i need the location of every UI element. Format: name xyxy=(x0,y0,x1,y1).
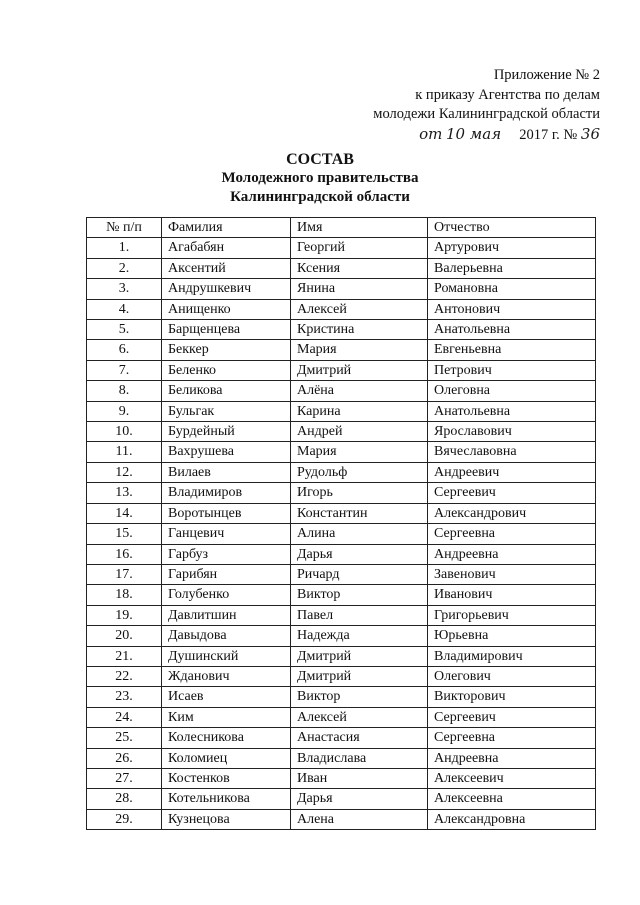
surname-cell: Голубенко xyxy=(162,585,291,605)
name-cell: Владислава xyxy=(291,748,428,768)
table-row xyxy=(87,809,596,829)
surname-cell: Коломиец xyxy=(162,748,291,768)
name-cell: Мария xyxy=(291,442,428,462)
table-row xyxy=(87,789,596,809)
name-cell: Кристина xyxy=(291,320,428,340)
surname-cell: Анищенко xyxy=(162,299,291,319)
surname-cell: Ганцевич xyxy=(162,524,291,544)
table-row xyxy=(87,401,596,421)
name-cell: Андрей xyxy=(291,422,428,442)
surname-cell: Ким xyxy=(162,707,291,727)
name-cell: Дмитрий xyxy=(291,360,428,380)
surname-cell: Давлитшин xyxy=(162,605,291,625)
surname-cell: Исаев xyxy=(162,687,291,707)
table-row xyxy=(87,666,596,686)
row-number: 24. xyxy=(87,707,162,727)
table-row xyxy=(87,707,596,727)
table-row xyxy=(87,422,596,442)
table-row xyxy=(87,483,596,503)
name-cell: Янина xyxy=(291,279,428,299)
members-table xyxy=(86,217,596,830)
name-cell: Георгий xyxy=(291,238,428,258)
patronymic-cell: Иванович xyxy=(428,585,596,605)
name-cell: Дарья xyxy=(291,544,428,564)
row-number: 14. xyxy=(87,503,162,523)
patronymic-cell: Александрович xyxy=(428,503,596,523)
row-number: 17. xyxy=(87,564,162,584)
header-patronymic: Отчество xyxy=(428,218,596,238)
table-row xyxy=(87,626,596,646)
table-row xyxy=(87,299,596,319)
patronymic-cell: Андреевна xyxy=(428,544,596,564)
row-number: 3. xyxy=(87,279,162,299)
title-line-1: СОСТАВ xyxy=(286,151,354,168)
row-number: 23. xyxy=(87,687,162,707)
row-number: 16. xyxy=(87,544,162,564)
surname-cell: Костенков xyxy=(162,768,291,788)
name-cell: Ричард xyxy=(291,564,428,584)
name-cell: Дмитрий xyxy=(291,646,428,666)
patronymic-cell: Андреевич xyxy=(428,462,596,482)
document-title xyxy=(0,150,640,207)
patronymic-cell: Владимирович xyxy=(428,646,596,666)
name-cell: Надежда xyxy=(291,626,428,646)
surname-cell: Кузнецова xyxy=(162,809,291,829)
table-row xyxy=(87,544,596,564)
surname-cell: Андрушкевич xyxy=(162,279,291,299)
patronymic-cell: Анатольевна xyxy=(428,320,596,340)
name-cell: Дмитрий xyxy=(291,666,428,686)
row-number: 18. xyxy=(87,585,162,605)
name-cell: Алина xyxy=(291,524,428,544)
table-row xyxy=(87,646,596,666)
name-cell: Алена xyxy=(291,809,428,829)
header-name: Имя xyxy=(291,218,428,238)
appendix-order-ref: к приказу Агентства по делам xyxy=(415,86,600,103)
surname-cell: Гарибян xyxy=(162,564,291,584)
row-number: 5. xyxy=(87,320,162,340)
surname-cell: Бульгак xyxy=(162,401,291,421)
name-cell: Алексей xyxy=(291,707,428,727)
surname-cell: Давыдова xyxy=(162,626,291,646)
patronymic-cell: Романовна xyxy=(428,279,596,299)
table-row xyxy=(87,360,596,380)
row-number: 21. xyxy=(87,646,162,666)
row-number: 27. xyxy=(87,768,162,788)
patronymic-cell: Сергеевна xyxy=(428,728,596,748)
table-row xyxy=(87,238,596,258)
table-row xyxy=(87,585,596,605)
table-row xyxy=(87,258,596,278)
surname-cell: Владимиров xyxy=(162,483,291,503)
table-row xyxy=(87,728,596,748)
name-cell: Ксения xyxy=(291,258,428,278)
row-number: 13. xyxy=(87,483,162,503)
patronymic-cell: Артурович xyxy=(428,238,596,258)
patronymic-cell: Алексеевна xyxy=(428,789,596,809)
handwritten-date-prefix: от xyxy=(419,124,443,143)
row-number: 28. xyxy=(87,789,162,809)
name-cell: Игорь xyxy=(291,483,428,503)
patronymic-cell: Ярославович xyxy=(428,422,596,442)
table-row xyxy=(87,381,596,401)
table-row xyxy=(87,748,596,768)
table-row xyxy=(87,687,596,707)
surname-cell: Агабабян xyxy=(162,238,291,258)
surname-cell: Бурдейный xyxy=(162,422,291,442)
name-cell: Виктор xyxy=(291,687,428,707)
name-cell: Павел xyxy=(291,605,428,625)
table-row xyxy=(87,605,596,625)
patronymic-cell: Петрович xyxy=(428,360,596,380)
row-number: 11. xyxy=(87,442,162,462)
patronymic-cell: Алексеевич xyxy=(428,768,596,788)
surname-cell: Колесникова xyxy=(162,728,291,748)
row-number: 26. xyxy=(87,748,162,768)
handwritten-date: 10 мая xyxy=(445,124,502,143)
appendix-agency: молодежи Калининградской области xyxy=(373,106,600,122)
table-row xyxy=(87,442,596,462)
row-number: 20. xyxy=(87,626,162,646)
table-row xyxy=(87,340,596,360)
row-number: 22. xyxy=(87,666,162,686)
table-header-row xyxy=(87,218,596,238)
table-row xyxy=(87,320,596,340)
surname-cell: Аксентий xyxy=(162,258,291,278)
row-number: 1. xyxy=(87,238,162,258)
row-number: 6. xyxy=(87,340,162,360)
title-line-2: Молодежного правительства xyxy=(221,170,419,186)
patronymic-cell: Валерьевна xyxy=(428,258,596,278)
surname-cell: Беккер xyxy=(162,340,291,360)
appendix-title: Приложение № 2 xyxy=(493,67,600,83)
row-number: 12. xyxy=(87,462,162,482)
appendix-date-line xyxy=(300,125,600,146)
surname-cell: Беленко xyxy=(162,360,291,380)
name-cell: Карина xyxy=(291,401,428,421)
row-number: 8. xyxy=(87,381,162,401)
patronymic-cell: Вячеславовна xyxy=(428,442,596,462)
surname-cell: Гарбуз xyxy=(162,544,291,564)
patronymic-cell: Викторович xyxy=(428,687,596,707)
name-cell: Алексей xyxy=(291,299,428,319)
name-cell: Иван xyxy=(291,768,428,788)
surname-cell: Барщенцева xyxy=(162,320,291,340)
patronymic-cell: Анатольевна xyxy=(428,401,596,421)
row-number: 2. xyxy=(87,258,162,278)
row-number: 10. xyxy=(87,422,162,442)
table-row xyxy=(87,503,596,523)
row-number: 29. xyxy=(87,809,162,829)
table-row xyxy=(87,462,596,482)
surname-cell: Вилаев xyxy=(162,462,291,482)
surname-cell: Душинский xyxy=(162,646,291,666)
patronymic-cell: Олеговна xyxy=(428,381,596,401)
patronymic-cell: Евгеньевна xyxy=(428,340,596,360)
surname-cell: Вахрушева xyxy=(162,442,291,462)
table-row xyxy=(87,279,596,299)
header-surname: Фамилия xyxy=(162,218,291,238)
name-cell: Анастасия xyxy=(291,728,428,748)
name-cell: Дарья xyxy=(291,789,428,809)
row-number: 19. xyxy=(87,605,162,625)
patronymic-cell: Сергеевич xyxy=(428,707,596,727)
table-row xyxy=(87,564,596,584)
patronymic-cell: Андреевна xyxy=(428,748,596,768)
surname-cell: Воротынцев xyxy=(162,503,291,523)
row-number: 25. xyxy=(87,728,162,748)
patronymic-cell: Александровна xyxy=(428,809,596,829)
appendix-header xyxy=(300,66,600,145)
name-cell: Алёна xyxy=(291,381,428,401)
patronymic-cell: Антонович xyxy=(428,299,596,319)
row-number: 7. xyxy=(87,360,162,380)
name-cell: Рудольф xyxy=(291,462,428,482)
date-year: 2017 г. № xyxy=(519,126,578,143)
patronymic-cell: Юрьевна xyxy=(428,626,596,646)
patronymic-cell: Григорьевич xyxy=(428,605,596,625)
surname-cell: Котельникова xyxy=(162,789,291,809)
header-number: № п/п xyxy=(87,218,162,238)
patronymic-cell: Олегович xyxy=(428,666,596,686)
name-cell: Виктор xyxy=(291,585,428,605)
table-row xyxy=(87,768,596,788)
name-cell: Константин xyxy=(291,503,428,523)
table-row xyxy=(87,524,596,544)
row-number: 15. xyxy=(87,524,162,544)
patronymic-cell: Завенович xyxy=(428,564,596,584)
handwritten-number: 36 xyxy=(580,124,600,143)
title-line-3: Калининградской области xyxy=(230,189,410,205)
patronymic-cell: Сергеевна xyxy=(428,524,596,544)
row-number: 9. xyxy=(87,401,162,421)
row-number: 4. xyxy=(87,299,162,319)
surname-cell: Жданович xyxy=(162,666,291,686)
patronymic-cell: Сергеевич xyxy=(428,483,596,503)
surname-cell: Беликова xyxy=(162,381,291,401)
name-cell: Мария xyxy=(291,340,428,360)
